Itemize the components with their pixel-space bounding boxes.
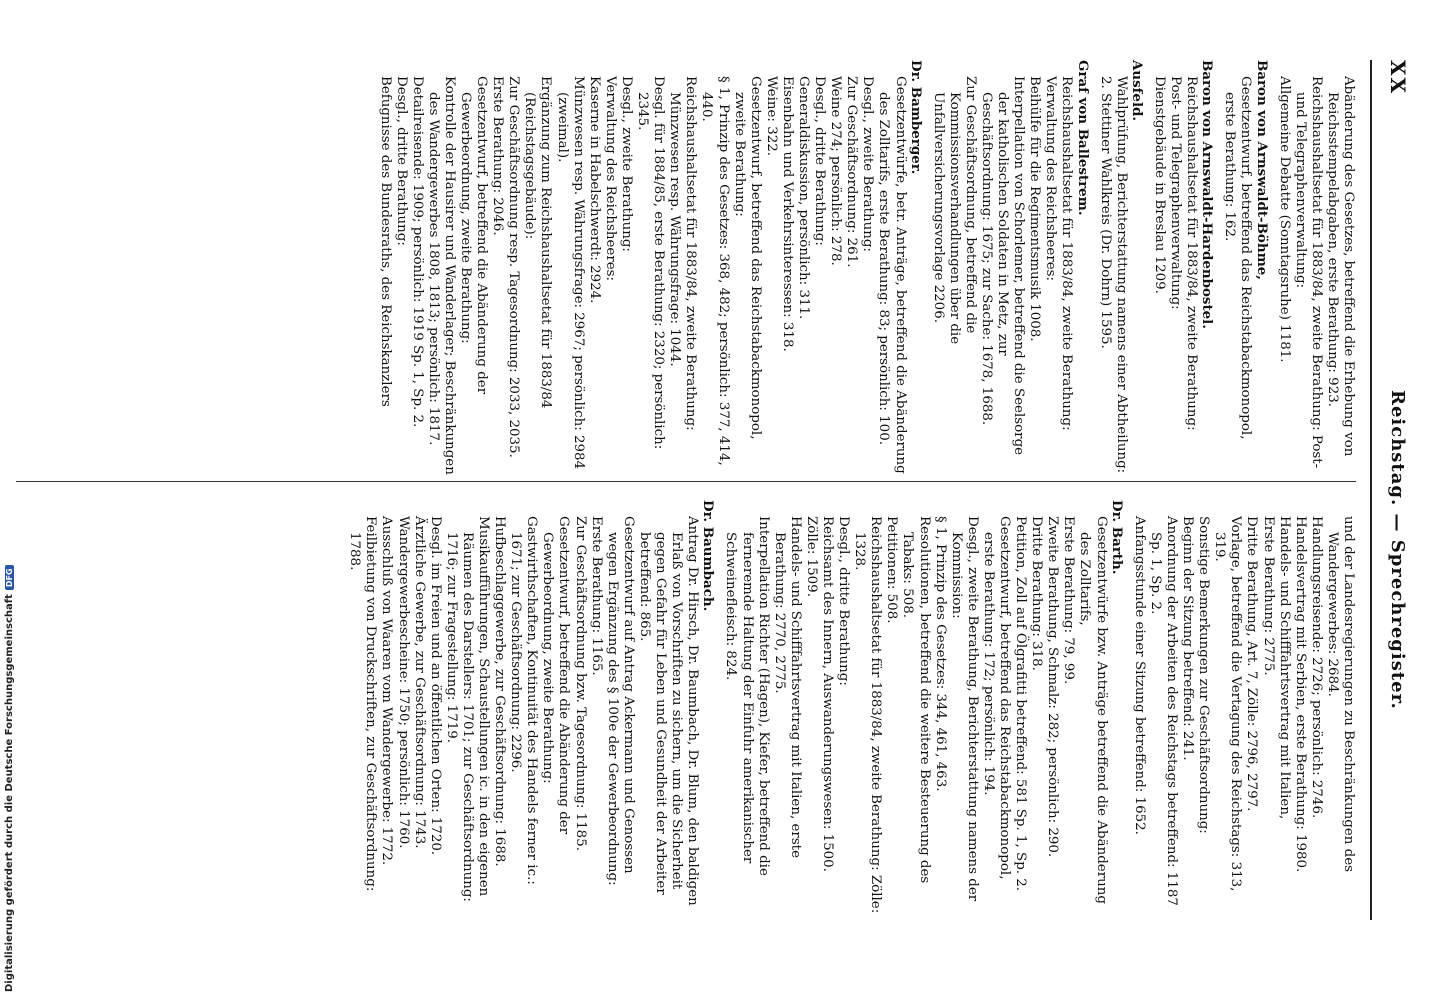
index-line: Gesetzentwurf, betreffend die Abänderung der Gewerbeordnung, zweite Berathung: bbox=[458, 76, 490, 395]
index-line: Reichshaushaltsetat für 1883/84, zweite Berathung: Münzwesen resp. Währungsfrage: 1044. bbox=[667, 76, 699, 431]
index-line: Reichsamt des Innern, Auswanderungswesen: 1500. bbox=[820, 516, 835, 872]
index-line: Ausschluß von Waaren vom Wandergewerbe: 1772. bbox=[379, 516, 395, 866]
index-line: Beginn der Sitzung betreffend: 241. bbox=[1180, 516, 1196, 761]
index-line: Reichshaushaltsetat für 1883/84, zweite Berathung: bbox=[1059, 76, 1075, 431]
index-line: Zölle: 1509. bbox=[803, 516, 819, 597]
speaker-name: Dr. Barth. bbox=[1108, 500, 1125, 575]
index-line: Feilbietung von Druckschriften, zur Geschäftsordnung: 1788. bbox=[347, 516, 379, 892]
index-line: Desgl., dritte Berathung: bbox=[812, 76, 828, 246]
speaker-name: Dr. Bamberger. bbox=[907, 60, 924, 175]
index-line: Weine: 322. bbox=[763, 76, 779, 157]
index-line: Münzwesen resp. Währungsfrage: 2967; persönlich: 2984 (zweimal). bbox=[554, 76, 586, 470]
index-line: Beihülfe für die Regimentsmusik 1008. bbox=[1027, 76, 1043, 342]
speaker-name: Baron von Arnswaldt-Hardenbostel. bbox=[1199, 60, 1216, 329]
speaker-name: Ausfeld. bbox=[1128, 60, 1145, 122]
index-line: Ärztliche Gewerbe, zur Geschäftsordnung: 1743. bbox=[411, 516, 427, 849]
index-line: Post- und Telegraphenverwaltung: bbox=[1168, 76, 1184, 310]
index-line: Wandergewerbescheine: 1750; persönlich: 1760. bbox=[395, 516, 411, 849]
index-line: Dritte Berathung: 318. bbox=[1029, 516, 1045, 671]
running-title: Reichstag. — Sprechregister. bbox=[1387, 390, 1408, 710]
index-line: Zur Geschäftsordnung, betreffend die Kommissionsverhandlungen über die Unfallversicherungsvorlage 2206. bbox=[930, 76, 978, 345]
index-line: Petition, Zoll auf Ölgrafitti betreffend: 581 Sp. 1, Sp. 2. bbox=[1013, 516, 1029, 892]
index-line: Verwaltung des Reichsheeres: bbox=[1043, 76, 1059, 282]
index-line: Zur Geschäftsordnung: 261. bbox=[844, 76, 860, 268]
digitization-note bbox=[4, 568, 20, 992]
index-entry bbox=[1221, 60, 1269, 475]
index-line: Gesetzentwurf, betreffend das Reichstabackmonopol, zweite Berathung: bbox=[731, 76, 763, 440]
index-line: Desgl., zweite Berathung, Berichterstattung namens der Kommission: bbox=[948, 516, 980, 902]
index-line: Generaldiskussion, persönlich: 311. bbox=[796, 76, 811, 320]
index-line: Handels- und Schifffahrtsvertrag mit Italien, erste Berathung: 2770, 2775. bbox=[771, 516, 803, 858]
index-line: Erste Berathung: 1165. bbox=[588, 516, 604, 676]
index-line: Desgl., zweite Berathung: bbox=[860, 76, 876, 252]
index-line: Befugnisse des Bundesraths, des Reichskanzlers bbox=[377, 76, 393, 407]
index-line: Gesetzentwürfe, betr. Anträge, betreffend die Abänderung des Zolltarifs, erste Berathung: 83; persönlich: 100. bbox=[876, 76, 908, 474]
index-entry bbox=[1097, 60, 1145, 475]
index-entry bbox=[930, 60, 1091, 475]
speaker-name: Dr. Baumbach. bbox=[700, 500, 717, 612]
index-line: Vorlage, betreffend die Vertagung des Reichstags: 313, 319. bbox=[1212, 516, 1244, 892]
index-line: Zur Geschäftsordnung resp. Tagesordnung: 2033, 2035. bbox=[506, 76, 522, 458]
index-line: Anfangsstunde einer Sitzung betreffend: 1652. bbox=[1131, 516, 1147, 835]
column-divider bbox=[16, 481, 1356, 482]
index-line: Desgl., zweite Berathung: bbox=[618, 76, 634, 252]
index-line: und der Landesregierungen zu Beschränkungen des Wandergewerbes: 2684. bbox=[1324, 516, 1356, 873]
index-line: § 1, Prinzip des Gesetzes: 368, 482; persönlich: 377, 414, 440. bbox=[699, 76, 731, 466]
left-column bbox=[370, 60, 1356, 475]
page-number: XX bbox=[1386, 60, 1410, 96]
index-line: Gastwirthschaften, Kontinuität des Handels ferner ic.: 1671; zur Geschäftsordnung: 2296. bbox=[508, 516, 540, 885]
index-line: Anordnung der Arbeiten des Reichstags betreffend: 1187 Sp. 1, Sp. 2. bbox=[1147, 516, 1179, 906]
index-line: Gesetzentwurf, betreffend die Abänderung der Gewerbeordnung, zweite Berathung: bbox=[540, 516, 572, 835]
index-line: Erste Berathung: 2046. bbox=[490, 76, 506, 236]
index-line: Gesetzentwurf, betreffend das Reichstabackmonopol, erste Berathung: 162. bbox=[1222, 76, 1254, 440]
index-line: Desgl. für 1884/85, erste Berathung: 2320; persönlich: 2345. bbox=[635, 76, 667, 450]
index-line: Desgl. im Freien und an öffentlichen Orten: 1720. bbox=[427, 516, 443, 856]
speaker-name: Graf von Ballestrem. bbox=[1074, 60, 1091, 216]
index-line: Erste Berathung: 79, 99. bbox=[1061, 516, 1077, 685]
index-line: Allgemeine Debatte (Sonntagsruhe) 1181. bbox=[1276, 76, 1292, 363]
index-line: Hufbeschlaggewerbe, zur Geschäftsordnung: 1688. bbox=[492, 516, 508, 867]
index-entry bbox=[722, 500, 1124, 915]
index-line: Antrag Dr. Hirsch, Dr. Baumbach, Dr. Blum, den baldigen Erlaß von Vorschriften zu sichern, um die Sicherheit gegen Gefahr für Leben und Gesundheit der Arbeiter betreffend: 865. bbox=[636, 516, 701, 906]
index-line: Zur Geschäftsordnung bzw. Tagesordnung: 1185. bbox=[572, 516, 588, 851]
header-rule bbox=[1370, 60, 1372, 920]
page-header bbox=[1364, 60, 1424, 920]
index-line: Weine 274; persönlich: 278. bbox=[828, 76, 844, 266]
dfg-logo: DFG bbox=[5, 565, 14, 590]
index-line: Handlungsreisende: 2726; persönlich: 2746. bbox=[1308, 516, 1324, 819]
speaker-name: Baron von Arnswaldt-Böhme, bbox=[1253, 60, 1270, 280]
index-line: Abänderung des Gesetzes, betreffend die Erhebung von Reichsstempelabgaben, erste Berathung: 923. bbox=[1324, 76, 1356, 457]
index-entry bbox=[376, 60, 923, 475]
index-line: Zweite Berathung, Schmalz: 282; persönlich: 290. bbox=[1045, 516, 1061, 858]
index-line: Verwaltung des Reichsheeres: bbox=[602, 76, 618, 282]
index-line: Desgl., dritte Berathung: bbox=[836, 516, 852, 686]
index-line: Kaserne in Habelschwerdt: 2924. bbox=[586, 76, 602, 304]
index-entry bbox=[346, 500, 716, 915]
index-line: Detailreisende: 1909; persönlich: 1919 Sp. 1, Sp. 2. bbox=[409, 76, 425, 428]
index-line: Gesetzentwurf, betreffend das Reichstabackmonopol, erste Berathung: 172; persönlich: 194. bbox=[980, 516, 1013, 880]
index-entry bbox=[1151, 60, 1215, 475]
index-line: Reichshaushaltsetat für 1883/84, zweite Berathung: Post- und Telegraphenverwaltung: bbox=[1292, 76, 1324, 469]
index-line: Reichshaushaltsetat für 1883/84, zweite Berathung: Zölle: 1328. bbox=[852, 516, 884, 914]
digitization-note-text: Digitalisierung gefördert durch die Deutsche Forschungsgemeinschaft bbox=[4, 594, 15, 992]
index-line: Resolutionen, betreffend die weitere Besteuerung des Tabaks: 508. bbox=[900, 516, 932, 884]
index-entry bbox=[1276, 60, 1356, 475]
index-line: Sonstige Bemerkungen zur Geschäftsordnung: bbox=[1196, 516, 1212, 834]
index-line: Wahlprüfung, Berichterstattung namens einer Abtheilung: bbox=[1113, 76, 1129, 474]
index-line: Dienstgebäude in Breslau 1209. bbox=[1151, 76, 1167, 294]
index-line: § 1, Prinzip des Gesetzes: 344, 461, 463. bbox=[932, 516, 948, 792]
index-line: Desgl., dritte Berathung: bbox=[393, 76, 409, 246]
index-line: Ergänzung zum Reichshaushaltsetat für 1883/84 (Reichstagsgebäude): bbox=[522, 76, 554, 409]
index-line: Erste Berathung: 2775. bbox=[1260, 516, 1276, 676]
index-line: Petitionen: 508. bbox=[884, 516, 900, 624]
index-line: Gesetzentwürfe bzw. Anträge betreffend die Abänderung des Zolltarifs, bbox=[1077, 516, 1109, 904]
index-line: Reichshaushaltsetat für 1883/84, zweite Berathung: bbox=[1184, 76, 1200, 431]
index-line: Dritte Berathung, Art. 7, Zölle: 2796, 2797. bbox=[1244, 516, 1260, 812]
right-column bbox=[340, 500, 1356, 915]
index-line: Kontrolle der Hausirer und Wanderlager; Beschränkungen des Wandergewerbes 1808, 1813; persönlich: 1817. bbox=[425, 76, 457, 475]
index-line: Handels- und Schifffahrtsvertrag mit Italien, bbox=[1276, 516, 1292, 820]
index-line: Handelsvertrag mit Serbien, erste Berathung: 1980. bbox=[1292, 516, 1308, 873]
index-line: Interpellation Richter (Hagen), Kiefer, betreffend die ferneremde Haltung der Einfuhr amerikanischer Schweinefleisch: 824. bbox=[723, 516, 771, 876]
index-line: Interpellation von Schorlemer, betreffend die Seelsorge der katholischen Soldaten in Metz, zur Geschäftsordnung: 1675; zur Sache: 1678, 1688. bbox=[979, 76, 1027, 456]
index-entry bbox=[1131, 500, 1356, 915]
index-line: Musikaufführungen, Schaustellungen ic. in den eigenen Räumen des Darstellers: 1701; zur Geschäftsordnung: 1716; zur Fragestellung: 1719. bbox=[443, 516, 492, 902]
index-line: 2. Stettiner Wahlkreis (Dr. Dohrn) 1595. bbox=[1097, 76, 1113, 349]
index-line: Gesetzentwurf auf Antrag Ackermann und Genossen wegen Ergänzung des § 100e der Gewerbeordnung: bbox=[604, 516, 636, 886]
index-line: Eisenbahn und Verkehrsinteressen: 318. bbox=[779, 76, 795, 352]
